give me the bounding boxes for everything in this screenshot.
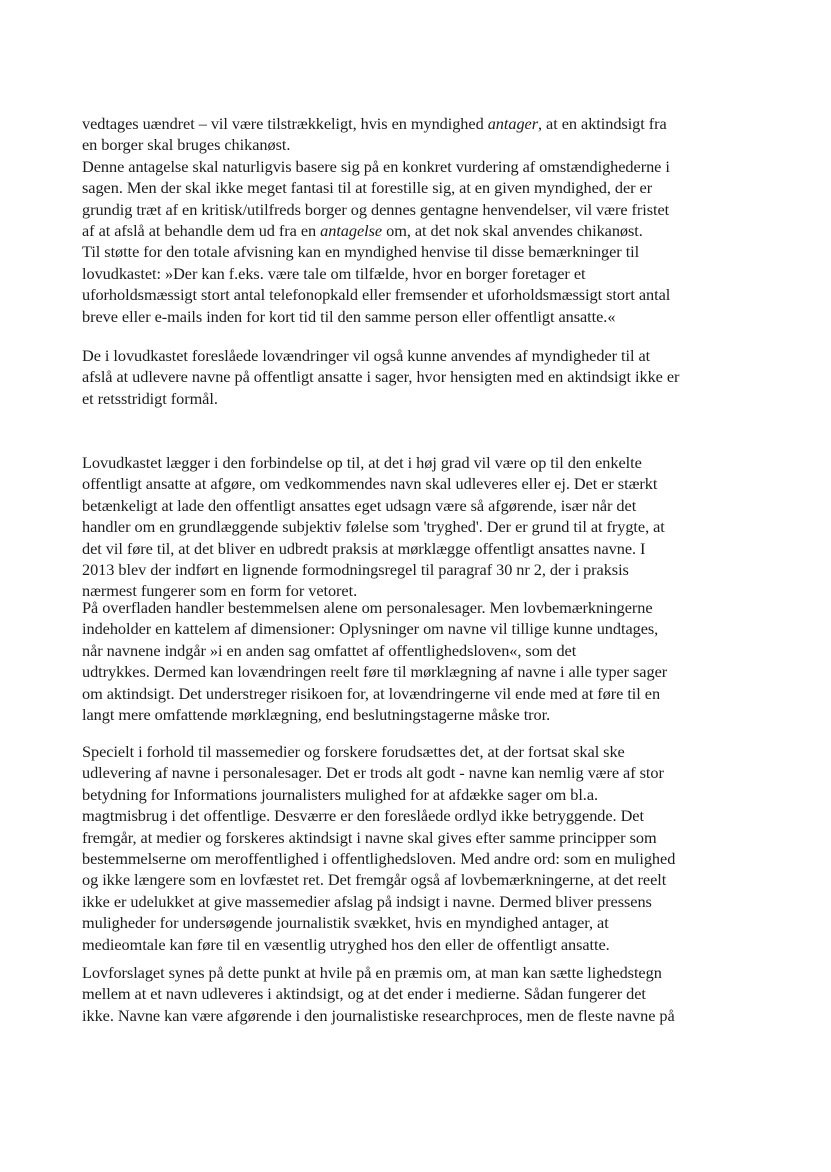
text-run: om aktindsigt. Det understreger risikoen for, at lovændringerne vil ende med at føre til en (82, 683, 661, 703)
text-run: Specielt i forhold til massemedier og forskere forudsættes det, at der fortsat skal ske (82, 742, 625, 761)
text-run: af at afslå at behandle dem ud fra en (82, 221, 321, 241)
text-line (82, 891, 772, 912)
text-line (82, 784, 772, 805)
text-line (82, 388, 772, 409)
text-line (82, 683, 772, 704)
paragraph-5 (82, 741, 772, 955)
text-line (82, 805, 772, 826)
text-line (82, 869, 772, 890)
text-run: vedtages uændret – vil være tilstrækkeligt, hvis en myndighed (82, 114, 488, 133)
text-run: uforholdsmæssigt stort antal telefonopkald eller fremsender et uforholdsmæssigt stort antal (82, 285, 671, 305)
paragraph-1 (82, 113, 772, 327)
text-run: breve eller e-mails inden for kort tid til den samme person eller offentligt ansatte.« (82, 306, 616, 326)
paragraph-4 (82, 597, 772, 725)
text-run: mellem at et navn udleveres i aktindsigt, og at det ender i medierne. Sådan fungerer det (82, 984, 646, 1004)
text-run: nærmest fungerer som en form for vetoret. (82, 581, 358, 601)
text-line (82, 113, 772, 134)
text-line (82, 516, 772, 537)
text-line (82, 345, 772, 366)
text-line (82, 306, 772, 327)
text-run: og ikke længere som en lovfæstet ret. Det fremgår også af lovbemærkningerne, at det reelt (82, 870, 667, 890)
text-run: det vil føre til, at det bliver en udbredt praksis at mørklægge offentligt ansattes navne. I (82, 538, 646, 558)
text-line (82, 661, 772, 682)
text-run: Til støtte for den totale afvisning kan en myndighed henvise til disse bemærkninger til (82, 242, 640, 262)
text-run: grundig træt af en kritisk/utilfreds borger og dennes gentagne henvendelser, vil være fristet (82, 199, 670, 219)
text-line (82, 704, 772, 725)
text-line (82, 473, 772, 494)
text-run: muligheder for undersøgende journalistik svækket, hvis en myndighed antager, at (82, 913, 609, 933)
text-run: offentligt ansatte at afgøre, om vedkommendes navn skal udleveres eller ej. Det er stærkt (82, 474, 658, 494)
text-run: betydning for Informations journalisters mulighed for at afdække sager om bl.a. (82, 784, 599, 804)
text-run: fremgår, at medier og forskeres aktindsigt i navne skal gives efter samme principper som (82, 827, 657, 847)
text-run: , at en aktindsigt fra (538, 114, 667, 133)
text-run: udlevering af navne i personalesager. Det er trods alt godt - navne kan nemlig være af stor (82, 763, 664, 783)
text-line (82, 741, 772, 762)
text-line (82, 134, 772, 155)
paragraph-6 (82, 962, 772, 1026)
text-line (82, 762, 772, 783)
text-run: Lovforslaget synes på dette punkt at hvile på en præmis om, at man kan sætte lighedstegn (82, 963, 662, 982)
text-line (82, 559, 772, 580)
emphasis-run: antagelse (320, 221, 383, 241)
text-run: om, at det nok skal anvendes chikanøst. (382, 221, 643, 241)
text-run: når navnene indgår »i en anden sag omfattet af offentlighedsloven«, som det (82, 640, 577, 660)
text-run: Lovudkastet lægger i den forbindelse op til, at det i høj grad vil være op til den enkelte (82, 453, 642, 472)
text-run: magtmisbrug i det offentlige. Desværre er den foreslåede ordlyd ikke betryggende. Det (82, 806, 644, 826)
text-line (82, 1005, 772, 1026)
text-line (82, 199, 772, 220)
text-line (82, 452, 772, 473)
text-line (82, 241, 772, 262)
text-run: ikke. Navne kan være afgørende i den journalistiske researchproces, men de fleste navne på (82, 1005, 675, 1025)
text-line (82, 284, 772, 305)
text-run: udtrykkes. Dermed kan lovændringen reelt føre til mørklægning af navne i alle typer sager (82, 662, 668, 682)
text-run: sagen. Men der skal ikke meget fantasi til at forestille sig, at en given myndighed, der er (82, 178, 653, 198)
text-run: 2013 blev der indført en lignende formodningsregel til paragraf 30 nr 2, der i praksis (82, 560, 629, 580)
text-line (82, 848, 772, 869)
text-line (82, 220, 772, 241)
text-line (82, 827, 772, 848)
text-run: Denne antagelse skal naturligvis basere sig på en konkret vurdering af omstændighederne i (82, 156, 670, 176)
text-run: bestemmelserne om meroffentlighed i offentlighedsloven. Med andre ord: som en mulighed (82, 849, 676, 869)
text-run: afslå at udlevere navne på offentligt ansatte i sager, hvor hensigten med en aktindsigt ikke er (82, 367, 680, 387)
text-line (82, 962, 772, 983)
text-line (82, 640, 772, 661)
text-run: De i lovudkastet foreslåede lovændringer vil også kunne anvendes af myndigheder til at (82, 346, 651, 365)
text-run: lovudkastet: »Der kan f.eks. være tale om tilfælde, hvor en borger foretager et (82, 263, 586, 283)
text-line (82, 366, 772, 387)
text-line (82, 912, 772, 933)
text-run: betænkeligt at lade den offentligt ansattes eget udsagn være så afgørende, især når det (82, 495, 637, 515)
text-run: På overfladen handler bestemmelsen alene om personalesager. Men lovbemærkningerne (82, 598, 653, 617)
text-run: ikke er udelukket at give massemedier afslag på indsigt i navne. Dermed bliver pressens (82, 891, 652, 911)
text-line (82, 618, 772, 639)
text-line (82, 263, 772, 284)
text-line (82, 177, 772, 198)
text-line (82, 495, 772, 516)
text-run: handler om en grundlæggende subjektiv følelse som 'tryghed'. Der er grund til at frygte, at (82, 517, 665, 537)
text-line (82, 156, 772, 177)
text-run: medieomtale kan føre til en væsentlig utryghed hos den eller de offentligt ansatte. (82, 934, 610, 954)
emphasis-run: antager (487, 114, 539, 133)
text-line (82, 538, 772, 559)
paragraph-2 (82, 345, 772, 409)
text-line (82, 983, 772, 1004)
text-run: et retsstridigt formål. (82, 388, 218, 408)
text-line (82, 597, 772, 618)
text-line (82, 934, 772, 955)
paragraph-3 (82, 452, 772, 602)
text-run: en borger skal bruges chikanøst. (82, 135, 291, 155)
text-run: indeholder en kattelem af dimensioner: Oplysninger om navne vil tillige kunne undtages, (82, 619, 659, 639)
text-run: langt mere omfattende mørklægning, end beslutningstagerne måske tror. (82, 705, 551, 725)
